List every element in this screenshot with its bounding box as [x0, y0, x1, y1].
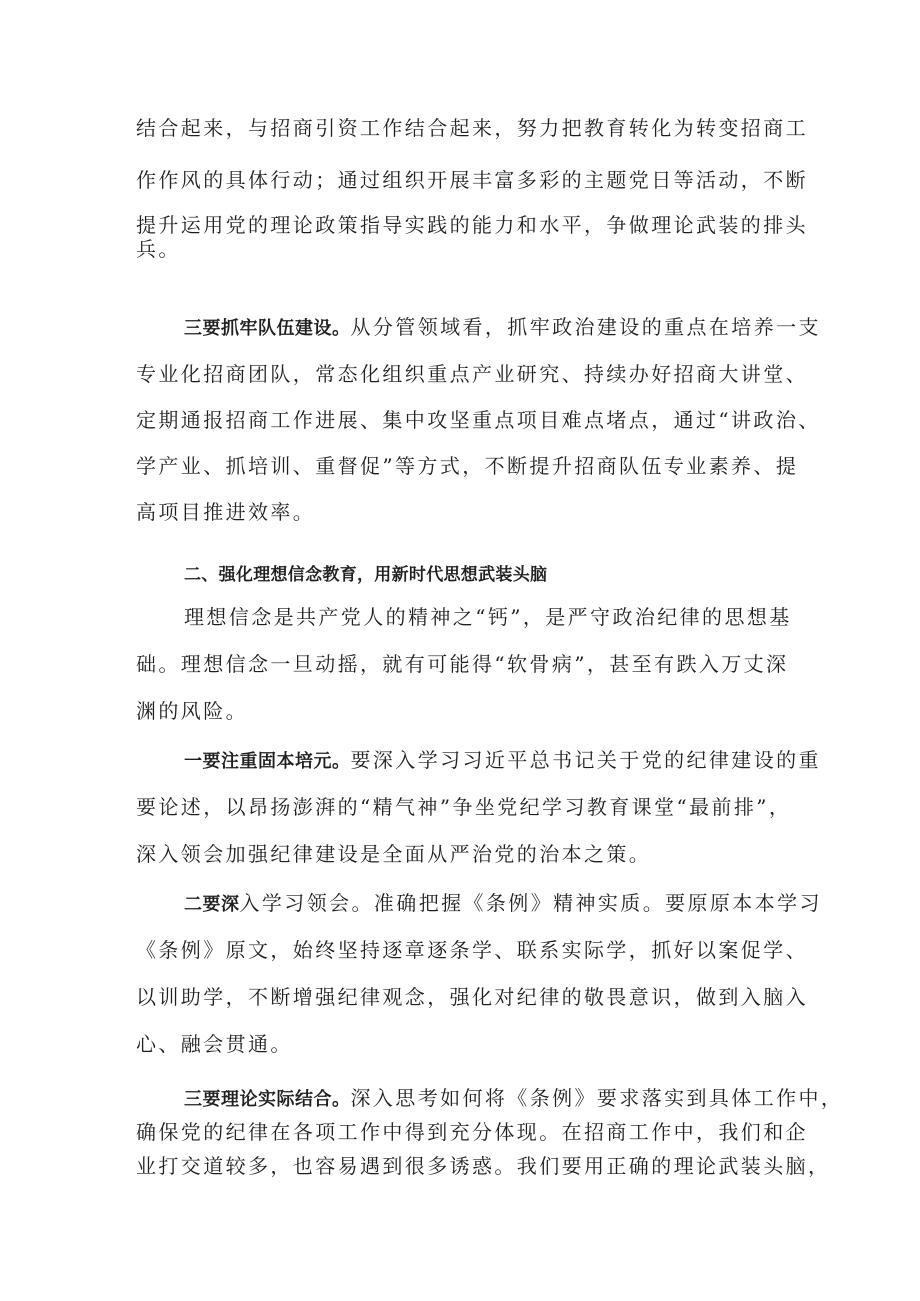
- para5-line-1: [184, 889, 822, 919]
- para2-line-5: 高项目推进效率。: [136, 500, 316, 524]
- para6-line-1-text: 深入思考如何将《条例》要求落实到具体工作中，: [350, 1086, 844, 1110]
- para3-line-3: 渊的风险。: [136, 699, 248, 723]
- para4-lead: 一要注重固本培元。: [184, 751, 351, 772]
- para1-line-1: 结合起来，与招商引资工作结合起来，努力把教育转化为转变招商工: [136, 116, 808, 140]
- para4-line-3: 深入领会加强纪律建设是全面从严治党的治本之策。: [136, 842, 652, 866]
- para2-lead: 三要抓牢队伍建设。: [184, 318, 351, 339]
- para2-line-2: 专业化招商团队，常态化组织重点产业研究、持续办好招商大讲堂、: [136, 362, 808, 386]
- para5-lead: 二要深: [184, 894, 240, 915]
- para1-line-4: 兵。: [136, 237, 181, 261]
- para5-line-1-text: 入学习领会。准确把握《条例》精神实质。要原原本本学习: [239, 891, 822, 915]
- para2-line-1: [184, 313, 821, 343]
- para1-line-2: 作作风的具体行动；通过组织开展丰富多彩的主题党日等活动，不断: [136, 168, 808, 192]
- para6-line-3: 业打交道较多，也容易遇到很多诱惑。我们要用正确的理论武装头脑，: [136, 1154, 831, 1178]
- para6-lead: 三要理论实际结合。: [184, 1089, 351, 1110]
- para3-line-1: 理想信念是共产党人的精神之“钙”，是严守政治纪律的思想基: [184, 605, 792, 629]
- para5-line-3: 以训助学，不断增强纪律观念，强化对纪律的敬畏意识，做到入脑入: [136, 985, 808, 1009]
- para5-line-2: 《条例》原文，始终坚持逐章逐条学、联系实际学，抓好以案促学、: [136, 938, 808, 962]
- para2-line-1-text: 从分管领域看，抓牢政治建设的重点在培养一支: [350, 315, 821, 339]
- para2-line-4: 学产业、抓培训、重督促”等方式，不断提升招商队伍专业素养、提: [136, 454, 799, 478]
- section-heading: 二、强化理想信念教育，用新时代思想武装头脑: [184, 565, 548, 585]
- para4-line-1: [184, 746, 821, 776]
- para5-line-4: 心、融会贯通。: [136, 1032, 293, 1056]
- para4-line-2: 要论述，以昂扬澎湃的“精气神”争坐党纪学习教育课堂“最前排”，: [136, 795, 792, 819]
- para1-line-3: 提升运用党的理论政策指导实践的能力和水平，争做理论武装的排头: [136, 213, 808, 237]
- para4-line-1-text: 要深入学习习近平总书记关于党的纪律建设的重: [350, 748, 821, 772]
- para6-line-2: 确保党的纪律在各项工作中得到充分体现。在招商工作中，我们和企: [136, 1120, 808, 1144]
- para6-line-1: [184, 1084, 844, 1114]
- para3-line-2: 础。理想信念一旦动摇，就有可能得“软骨病”，甚至有跌入万丈深: [136, 652, 789, 676]
- para2-line-3: 定期通报招商工作进展、集中攻坚重点项目难点堵点，通过“讲政治、: [136, 408, 821, 432]
